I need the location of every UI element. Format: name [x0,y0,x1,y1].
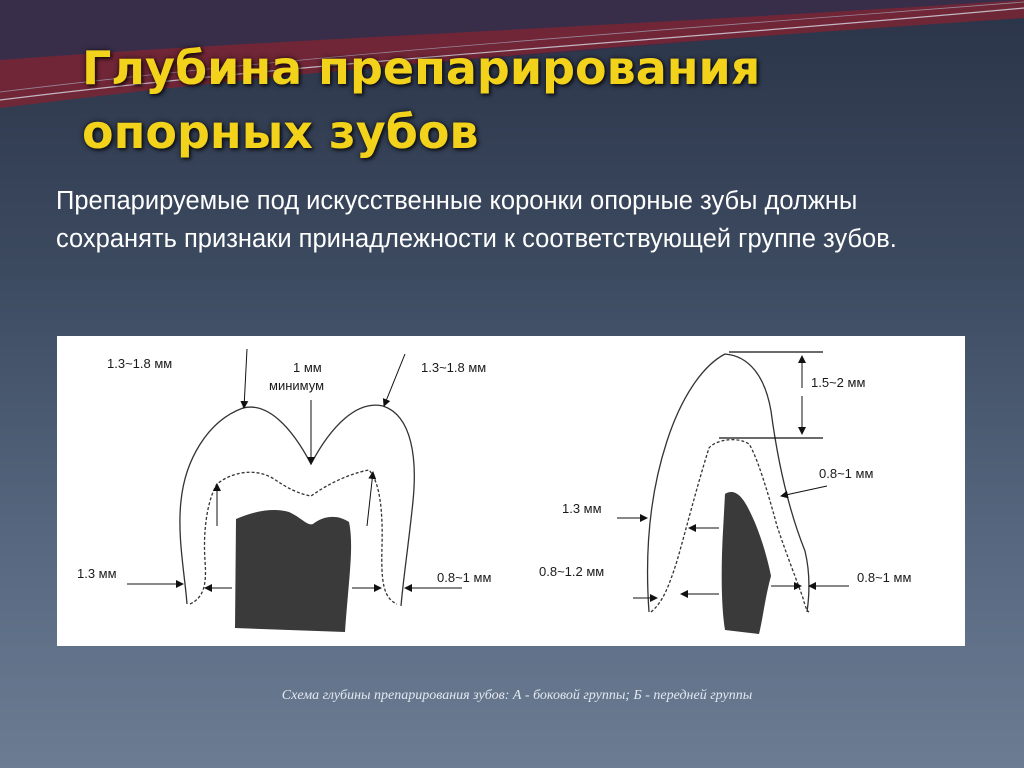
diagram-a-posterior-tooth [77,349,491,632]
arrow-b-upper-right [781,486,827,496]
title-line-1: Глубина препарирования [82,41,761,95]
label-a-center-2: минимум [269,378,325,393]
label-a-right: 0.8~1 мм [437,570,492,585]
label-a-center-1: 1 мм [293,360,322,375]
label-b-upper-right: 0.8~1 мм [819,466,874,481]
label-b-left-lower: 0.8~1.2 мм [539,564,605,579]
diagram-b-anterior-tooth [539,352,911,634]
page-title [82,36,982,164]
arrow-a-top-right [384,354,405,406]
label-b-right-lower: 0.8~1 мм [857,570,912,585]
arrow-a-inner-right [367,472,373,526]
tooth-preparation-diagram [57,336,965,646]
tooth-b-stump [722,492,771,634]
label-a-top-left: 1.3~1.8 мм [107,356,173,371]
intro-text: Препарируемые под искусственные коронки опорные зубы должны сохранять признаки принадлежности к соответствующей группе зубов. [56,187,897,253]
title-line-2: опорных зубов [82,105,479,159]
label-a-top-right: 1.3~1.8 мм [421,360,487,375]
label-a-left: 1.3 мм [77,566,117,581]
label-b-left-upper: 1.3 мм [562,501,602,516]
label-b-incisal: 1.5~2 мм [811,375,866,390]
figure-caption: Схема глубины препарирования зубов: А - боковой группы; Б - передней группы [281,688,753,703]
tooth-a-stump [235,510,351,632]
arrow-a-top-left [244,349,247,408]
